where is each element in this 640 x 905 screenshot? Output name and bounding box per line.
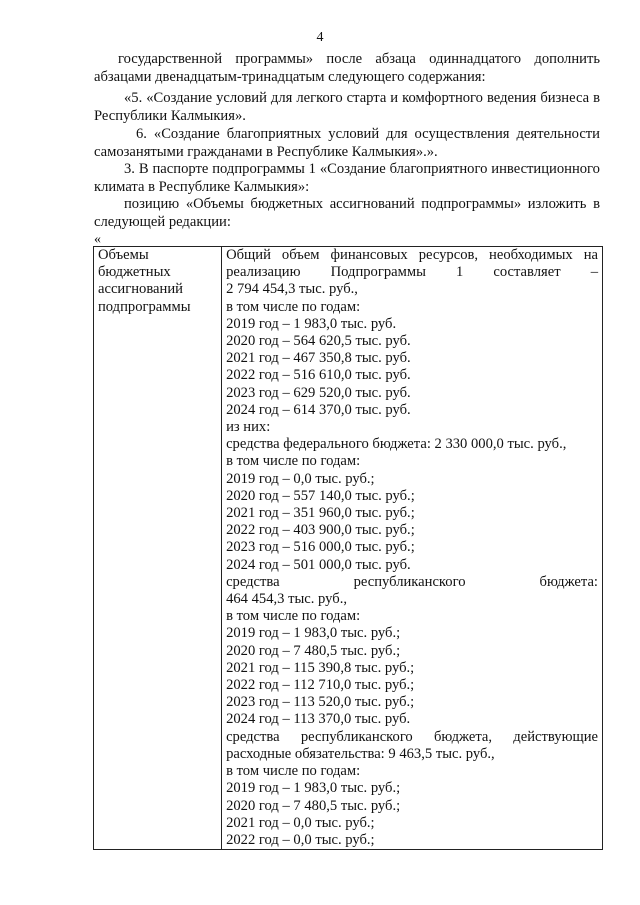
value-line: 2019 год – 0,0 тыс. руб.; xyxy=(226,470,375,487)
value-line: 2022 год – 403 900,0 тыс. руб.; xyxy=(226,522,415,539)
paragraph-line: абзацами двенадцатым-тринадцатым следующего содержания: xyxy=(94,68,486,85)
paragraph-position xyxy=(94,196,600,231)
value-line: 2022 год – 0,0 тыс. руб.; xyxy=(226,831,375,848)
value-line: в том числе по годам: xyxy=(226,763,361,780)
label-line: бюджетных xyxy=(98,264,171,281)
value-line: 2022 год – 112 710,0 тыс. руб.; xyxy=(226,677,415,694)
paragraph-line: в следующей редакции: xyxy=(94,196,600,230)
value-line: 2024 год – 501 000,0 тыс. руб. xyxy=(226,556,411,573)
value-line: в том числе по годам: xyxy=(226,298,361,315)
paragraph-line: бизнеса в Республики Калмыкия». xyxy=(94,90,600,124)
value-line: 2 794 454,3 тыс. руб., xyxy=(226,281,358,298)
paragraph-line: позицию «Объемы бюджетных ассигнований подпрограммы» изложить xyxy=(124,196,587,212)
paragraph-line: деятельности самозанятыми гражданами в Республике Калмыкия».». xyxy=(94,126,600,160)
paragraph-item-5 xyxy=(94,90,600,125)
paragraph-item-3 xyxy=(94,161,600,196)
value-cell xyxy=(222,247,603,850)
value-line: 2022 год – 516 610,0 тыс. руб. xyxy=(226,367,411,384)
value-line: средства республиканского бюджета: xyxy=(226,573,598,590)
value-line: в том числе по годам: xyxy=(226,453,361,470)
value-line: 2021 год – 0,0 тыс. руб.; xyxy=(226,814,375,831)
value-line: 2024 год – 614 370,0 тыс. руб. xyxy=(226,401,411,418)
value-line: Общий объем финансовых ресурсов, необходимых на xyxy=(226,247,598,263)
label-line: ассигнований xyxy=(98,281,183,298)
value-line: 2019 год – 1 983,0 тыс. руб.; xyxy=(226,625,401,642)
paragraph-line: «5. «Создание условий для легкого старта и комфортного ведения xyxy=(124,90,537,106)
value-line: из них: xyxy=(226,419,271,436)
value-line: 2023 год – 516 000,0 тыс. руб.; xyxy=(226,539,415,556)
value-line: 2021 год – 115 390,8 тыс. руб.; xyxy=(226,659,415,676)
value-line: 2020 год – 7 480,5 тыс. руб.; xyxy=(226,642,401,659)
label-line: подпрограммы xyxy=(98,298,191,315)
value-line: 2019 год – 1 983,0 тыс. руб. xyxy=(226,315,397,332)
value-line: 2020 год – 7 480,5 тыс. руб.; xyxy=(226,797,401,814)
value-line: 2020 год – 564 620,5 тыс. руб. xyxy=(226,333,411,350)
label-cell xyxy=(94,247,222,850)
value-line: 464 454,3 тыс. руб., xyxy=(226,591,347,608)
label-line: Объемы xyxy=(98,247,149,263)
paragraph-intro xyxy=(94,51,600,86)
value-line: 2021 год – 467 350,8 тыс. руб. xyxy=(226,350,411,367)
value-line: средства федерального бюджета: 2 330 000,0 тыс. руб., xyxy=(226,436,567,453)
value-line: 2024 год – 113 370,0 тыс. руб. xyxy=(226,711,411,728)
value-line: 2019 год – 1 983,0 тыс. руб.; xyxy=(226,780,401,797)
paragraph-line: 6. «Создание благоприятных условий для осуществления xyxy=(136,126,510,142)
value-line: реализацию Подпрограммы 1 составляет – xyxy=(226,264,598,281)
paragraph-line: государственной программы» после абзаца одиннадцатого дополнить xyxy=(118,51,600,67)
value-line: 2023 год – 113 520,0 тыс. руб.; xyxy=(226,694,415,711)
value-line: 2020 год – 557 140,0 тыс. руб.; xyxy=(226,487,415,504)
value-line: в том числе по годам: xyxy=(226,608,361,625)
value-line: расходные обязательства: 9 463,5 тыс. руб., xyxy=(226,745,495,762)
paragraph-item-6 xyxy=(94,126,600,161)
table-row xyxy=(94,247,603,850)
opening-quote-mark: « xyxy=(94,232,101,247)
paragraph-line: 3. В паспорте подпрограммы 1 «Создание благоприятного xyxy=(124,161,488,177)
value-line: 2021 год – 351 960,0 тыс. руб.; xyxy=(226,505,415,522)
value-line: 2023 год – 629 520,0 тыс. руб. xyxy=(226,384,411,401)
passport-table xyxy=(93,246,603,850)
value-line: средства республиканского бюджета, действующие xyxy=(226,728,598,745)
paragraph-line: инвестиционного климата в Республике Калмыкия»: xyxy=(94,161,600,195)
page-number: 4 xyxy=(316,30,324,45)
